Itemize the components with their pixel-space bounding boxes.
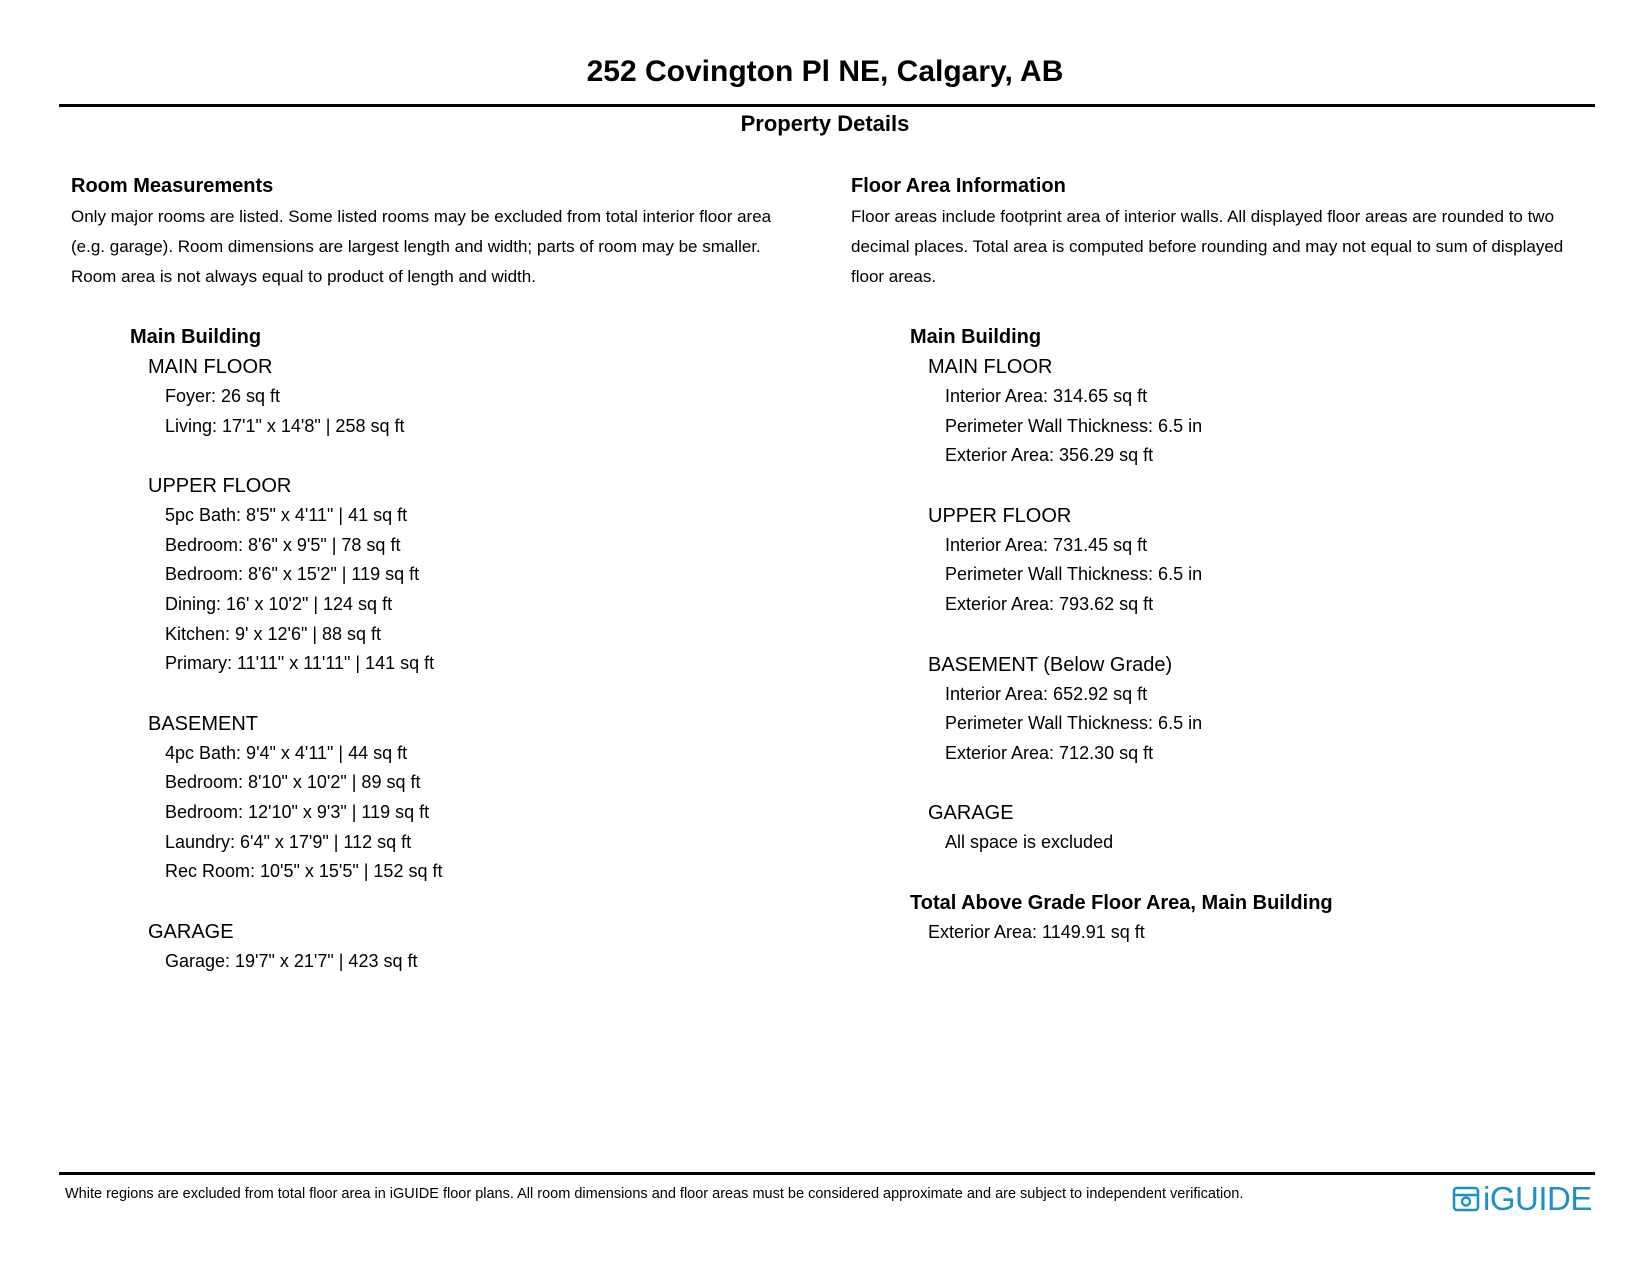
description-line: Floor areas include footprint area of interior walls. All displayed floor areas are rounded to two (851, 207, 1555, 226)
area-row: Exterior Area: 356.29 sq ft (945, 445, 1154, 466)
page-subtitle: Property Details (740, 111, 910, 136)
room-measurements-description (71, 202, 831, 292)
building-title: Main Building (130, 326, 262, 348)
area-row: Exterior Area: 793.62 sq ft (945, 593, 1154, 614)
room-row: Bedroom: 8'6" x 9'5" | 78 sq ft (165, 534, 401, 555)
area-floor-garage (928, 798, 1611, 858)
room-row: 5pc Bath: 8'5" x 4'11" | 41 sq ft (165, 505, 408, 526)
floor-area-section (851, 170, 1611, 948)
title-divider (59, 104, 1595, 107)
description-line: floor areas. (851, 267, 937, 286)
room-row: Primary: 11'11" x 11'11" | 141 sq ft (165, 653, 435, 674)
area-row: Exterior Area: 712.30 sq ft (945, 742, 1154, 763)
description-line: (e.g. garage). Room dimensions are largest length and width; parts of room may be smaller. (71, 237, 761, 256)
floor-area-description (851, 202, 1611, 292)
floor-basement (148, 709, 831, 887)
room-row: Foyer: 26 sq ft (165, 386, 281, 406)
area-floor-main (928, 352, 1611, 471)
main-building-rooms (130, 322, 831, 976)
floor-name: BASEMENT (Below Grade) (928, 653, 1173, 676)
room-measurements-heading: Room Measurements (71, 175, 274, 197)
floor-name: MAIN FLOOR (928, 356, 1053, 378)
area-floor-upper (928, 501, 1611, 620)
area-floor-basement (928, 650, 1611, 769)
room-measurements-section (71, 170, 831, 976)
room-row: Garage: 19'7" x 21'7" | 423 sq ft (165, 950, 418, 971)
room-row: Bedroom: 12'10" x 9'3" | 119 sq ft (165, 801, 430, 822)
room-row: Living: 17'1" x 14'8" | 258 sq ft (165, 415, 405, 436)
area-row: Interior Area: 314.65 sq ft (945, 386, 1148, 406)
description-line: Room area is not always equal to product of length and width. (71, 267, 536, 286)
room-row: Kitchen: 9' x 12'6" | 88 sq ft (165, 623, 382, 644)
floor-garage (148, 917, 831, 977)
building-title: Main Building (910, 326, 1042, 348)
iguide-camera-icon (1452, 1185, 1480, 1213)
page-title: 252 Covington Pl NE, Calgary, AB (586, 55, 1064, 88)
area-row: Interior Area: 652.92 sq ft (945, 683, 1148, 704)
area-row: All space is excluded (945, 832, 1114, 853)
floor-name: BASEMENT (148, 712, 259, 735)
floor-upper (148, 471, 831, 679)
iguide-logo (1452, 1181, 1592, 1217)
floor-main (148, 352, 831, 441)
room-row: Bedroom: 8'10" x 10'2" | 89 sq ft (165, 772, 421, 793)
total-area-value: Exterior Area: 1149.91 sq ft (928, 921, 1145, 942)
area-row: Perimeter Wall Thickness: 6.5 in (945, 564, 1203, 585)
footer-disclaimer: White regions are excluded from total floor area in iGUIDE floor plans. All room dimensions and floor areas must be considered approximate and are subject to independent verification. (65, 1186, 1244, 1202)
floor-name: UPPER FLOOR (928, 504, 1072, 527)
floor-name: UPPER FLOOR (148, 475, 292, 498)
room-row: 4pc Bath: 9'4" x 4'11" | 44 sq ft (165, 742, 408, 763)
main-building-areas (910, 322, 1611, 858)
total-area-block (910, 888, 1611, 948)
room-row: Bedroom: 8'6" x 15'2" | 119 sq ft (165, 564, 420, 585)
room-row: Rec Room: 10'5" x 15'5" | 152 sq ft (165, 861, 443, 882)
floor-name: GARAGE (148, 920, 234, 943)
area-row: Interior Area: 731.45 sq ft (945, 534, 1148, 555)
area-row: Perimeter Wall Thickness: 6.5 in (945, 713, 1203, 734)
description-line: decimal places. Total area is computed before rounding and may not equal to sum of displayed (851, 237, 1564, 256)
area-row: Perimeter Wall Thickness: 6.5 in (945, 415, 1203, 436)
floor-name: MAIN FLOOR (148, 356, 273, 378)
description-line: Only major rooms are listed. Some listed rooms may be excluded from total interior floor area (71, 207, 772, 226)
room-row: Dining: 16' x 10'2" | 124 sq ft (165, 593, 393, 614)
floor-name: GARAGE (928, 802, 1014, 825)
total-area-title: Total Above Grade Floor Area, Main Building (910, 891, 1333, 914)
iguide-logo-text: iGUIDE (1483, 1180, 1592, 1217)
floor-area-heading: Floor Area Information (851, 175, 1066, 197)
room-row: Laundry: 6'4" x 17'9" | 112 sq ft (165, 831, 412, 852)
footer-divider (59, 1172, 1595, 1175)
